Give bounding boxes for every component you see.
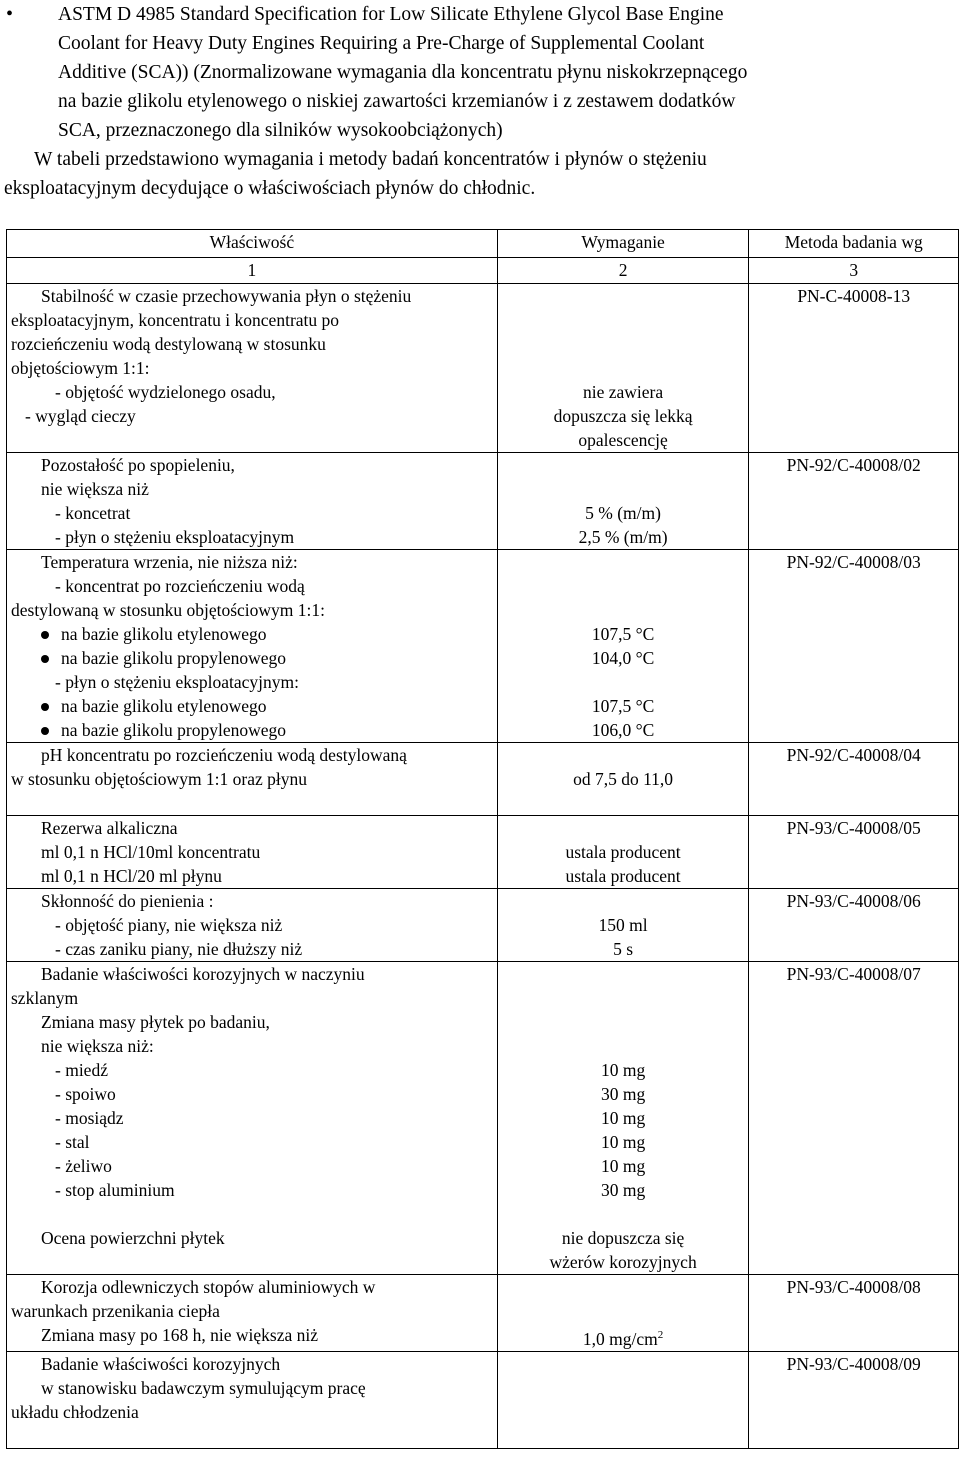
header-requirement: Wymaganie bbox=[497, 230, 749, 258]
property-line: nie większa niż bbox=[41, 479, 149, 499]
requirement-cell bbox=[497, 550, 749, 743]
requirement-line: 10 mg bbox=[600, 1132, 646, 1152]
property-cell bbox=[7, 816, 498, 889]
requirement-line: 30 mg bbox=[600, 1180, 646, 1200]
property-cell bbox=[7, 550, 498, 743]
requirement-line: 30 mg bbox=[600, 1084, 646, 1104]
header-property: Właściwość bbox=[7, 230, 498, 258]
property-line: - koncetrat bbox=[55, 503, 131, 523]
requirement-line: nie zawiera bbox=[583, 382, 664, 402]
method-cell: PN-C-40008-13 bbox=[749, 284, 959, 453]
list-item bbox=[11, 718, 493, 742]
requirement-cell bbox=[497, 816, 749, 889]
property-cell bbox=[7, 1275, 498, 1352]
column-number: 2 bbox=[497, 258, 749, 284]
bullet-icon bbox=[41, 655, 49, 663]
table-row bbox=[7, 550, 959, 743]
table-header-row bbox=[7, 230, 959, 258]
requirement-line: opalescencję bbox=[578, 430, 668, 450]
table-row bbox=[7, 816, 959, 889]
requirement-line: 5 % (m/m) bbox=[585, 503, 661, 523]
column-number: 1 bbox=[7, 258, 498, 284]
text-line: eksploatacyjnym decydujące o właściwościach płynów do chłodnic. bbox=[4, 178, 536, 199]
method-cell: PN-93/C-40008/06 bbox=[749, 889, 959, 962]
property-line: układu chłodzenia bbox=[11, 1401, 139, 1422]
property-line: rozcieńczeniu wodą destylowaną w stosunku bbox=[11, 334, 326, 354]
requirement-cell bbox=[497, 284, 749, 453]
property-line: pH koncentratu po rozcieńczeniu wodą destylowaną bbox=[41, 745, 407, 765]
property-cell bbox=[7, 1351, 498, 1448]
table-row bbox=[7, 453, 959, 550]
property-line: na bazie glikolu etylenowego bbox=[61, 624, 267, 644]
property-cell bbox=[7, 284, 498, 453]
list-item bbox=[11, 694, 493, 718]
requirement-cell bbox=[497, 1275, 749, 1352]
property-cell bbox=[7, 743, 498, 816]
bullet-icon bbox=[41, 703, 49, 711]
requirements-table bbox=[6, 229, 959, 1449]
property-line: na bazie glikolu etylenowego bbox=[61, 696, 267, 716]
method-cell: PN-93/C-40008/08 bbox=[749, 1275, 959, 1352]
table-row bbox=[7, 1351, 959, 1448]
property-cell bbox=[7, 453, 498, 550]
property-line: objętościowym 1:1: bbox=[11, 358, 150, 378]
property-line: - mosiądz bbox=[55, 1108, 124, 1128]
property-line: - płyn o stężeniu eksploatacyjnym bbox=[55, 527, 295, 547]
property-line: destylowaną w stosunku objętościowym 1:1: bbox=[11, 600, 326, 620]
bullet-icon bbox=[41, 727, 49, 735]
bullet-icon bbox=[41, 631, 49, 639]
method-cell: PN-92/C-40008/03 bbox=[749, 550, 959, 743]
property-line: - żeliwo bbox=[55, 1156, 112, 1176]
property-line: - spoiwo bbox=[55, 1084, 116, 1104]
text-line: Additive (SCA)) (Znormalizowane wymagania dla koncentratu płynu niskokrzepnącego bbox=[58, 62, 748, 83]
requirement-line bbox=[502, 1323, 745, 1351]
unit-exponent: 2 bbox=[657, 1329, 664, 1341]
property-line: Stabilność w czasie przechowywania płyn o stężeniu bbox=[41, 286, 412, 306]
table-row bbox=[7, 743, 959, 816]
method-cell: PN-93/C-40008/09 bbox=[749, 1351, 959, 1448]
requirement-line: 104,0 °C bbox=[591, 648, 655, 668]
property-cell bbox=[7, 962, 498, 1275]
requirement-cell bbox=[497, 889, 749, 962]
property-line: Zmiana masy płytek po badaniu, bbox=[41, 1012, 270, 1032]
property-line: - wygląd cieczy bbox=[25, 406, 136, 426]
requirement-cell bbox=[497, 743, 749, 816]
intro-paragraph bbox=[4, 145, 960, 203]
property-line: ml 0,1 n HCl/20 ml płynu bbox=[41, 866, 222, 886]
requirement-value: 1,0 mg/cm bbox=[582, 1328, 658, 1349]
requirement-cell bbox=[497, 1351, 749, 1448]
requirement-line: dopuszcza się lekką bbox=[553, 406, 693, 426]
property-line: - czas zaniku piany, nie dłuższy niż bbox=[55, 939, 303, 959]
header-method: Metoda badania wg bbox=[749, 230, 959, 258]
property-line: - koncentrat po rozcieńczeniu wodą bbox=[55, 576, 305, 596]
table-row bbox=[7, 1275, 959, 1352]
requirement-line: ustala producent bbox=[565, 866, 681, 886]
property-line: eksploatacyjnym, koncentratu i koncentratu po bbox=[11, 310, 340, 330]
property-line: na bazie glikolu propylenowego bbox=[61, 648, 287, 668]
requirement-cell bbox=[497, 453, 749, 550]
text-line: ASTM D 4985 Standard Specification for Low Silicate Ethylene Glycol Base Engine bbox=[58, 4, 724, 25]
requirement-line: 10 mg bbox=[600, 1060, 646, 1080]
property-line: Rezerwa alkaliczna bbox=[41, 818, 178, 838]
property-line: - stop aluminium bbox=[55, 1180, 175, 1200]
column-number: 3 bbox=[749, 258, 959, 284]
requirement-line: 2,5 % (m/m) bbox=[578, 527, 668, 547]
property-line: ml 0,1 n HCl/10ml koncentratu bbox=[41, 842, 261, 862]
bullet-icon: • bbox=[6, 3, 14, 25]
requirement-line: 10 mg bbox=[600, 1156, 646, 1176]
column-number-row bbox=[7, 258, 959, 284]
table-row bbox=[7, 962, 959, 1275]
text-line: na bazie glikolu etylenowego o niskiej zawartości krzemianów i z zestawem dodatków bbox=[58, 91, 736, 112]
property-cell bbox=[7, 889, 498, 962]
requirement-line: nie dopuszcza się bbox=[561, 1228, 685, 1248]
property-line: Badanie właściwości korozyjnych w naczyniu bbox=[41, 964, 365, 984]
property-line: w stanowisku badawczym symulującym pracę bbox=[41, 1377, 366, 1398]
property-line: Badanie właściwości korozyjnych bbox=[41, 1353, 281, 1374]
property-line: warunkach przenikania ciepła bbox=[11, 1301, 220, 1321]
property-line: Korozja odlewniczych stopów aluminiowych w bbox=[41, 1277, 376, 1297]
property-line: na bazie glikolu propylenowego bbox=[61, 720, 287, 740]
property-line: Pozostałość po spopieleniu, bbox=[41, 455, 235, 475]
method-cell: PN-93/C-40008/07 bbox=[749, 962, 959, 1275]
requirement-line: 5 s bbox=[613, 939, 634, 959]
list-item bbox=[11, 622, 493, 646]
requirement-line: od 7,5 do 11,0 bbox=[573, 769, 674, 789]
requirement-cell bbox=[497, 962, 749, 1275]
requirement-line: 150 ml bbox=[598, 915, 648, 935]
text-line: W tabeli przedstawiono wymagania i metody badań koncentratów i płynów o stężeniu bbox=[34, 149, 707, 170]
requirement-line: 107,5 °C bbox=[591, 696, 655, 716]
property-line: - miedź bbox=[55, 1060, 108, 1080]
text-line: Coolant for Heavy Duty Engines Requiring a Pre-Charge of Supplemental Coolant bbox=[58, 33, 705, 54]
property-line: Skłonność do pienienia : bbox=[41, 891, 214, 911]
method-cell: PN-92/C-40008/04 bbox=[749, 743, 959, 816]
table-row bbox=[7, 284, 959, 453]
requirement-line: 106,0 °C bbox=[591, 720, 655, 740]
text-line: SCA, przeznaczonego dla silników wysokoobciążonych) bbox=[58, 120, 503, 141]
property-line: Ocena powierzchni płytek bbox=[41, 1228, 225, 1248]
requirement-line: 107,5 °C bbox=[591, 624, 655, 644]
standard-description bbox=[58, 0, 958, 145]
method-cell: PN-92/C-40008/02 bbox=[749, 453, 959, 550]
list-item bbox=[11, 646, 493, 670]
method-cell: PN-93/C-40008/05 bbox=[749, 816, 959, 889]
requirement-line: ustala producent bbox=[565, 842, 681, 862]
property-line: - stal bbox=[55, 1132, 90, 1152]
requirement-line: wżerów korozyjnych bbox=[549, 1252, 697, 1272]
table-row bbox=[7, 889, 959, 962]
property-line: - płyn o stężeniu eksploatacyjnym: bbox=[55, 672, 299, 692]
property-line: - objętość wydzielonego osadu, bbox=[55, 382, 276, 402]
property-line: nie większa niż: bbox=[41, 1036, 154, 1056]
requirement-line: 10 mg bbox=[600, 1108, 646, 1128]
property-line: Zmiana masy po 168 h, nie większa niż bbox=[41, 1325, 319, 1345]
property-line: Temperatura wrzenia, nie niższa niż: bbox=[41, 552, 298, 572]
property-line: szklanym bbox=[11, 988, 79, 1008]
property-line: w stosunku objętościowym 1:1 oraz płynu bbox=[11, 769, 308, 789]
property-line: - objętość piany, nie większa niż bbox=[55, 915, 283, 935]
